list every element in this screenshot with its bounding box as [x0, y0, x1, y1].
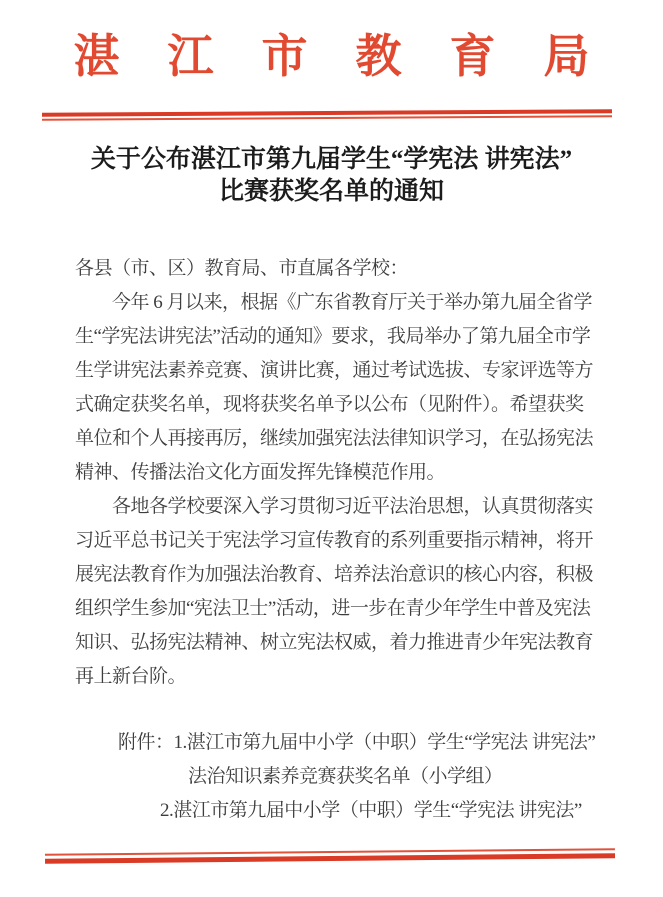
attachment-line: 2.湛江市第九届中小学（中职）学生“学宪法 讲宪法” — [160, 800, 582, 821]
attachment-line: 法治知识素养竞赛获奖名单（小学组） — [188, 766, 503, 787]
body-line: 再上新台阶。 — [75, 666, 187, 687]
body-line: 精神、传播法治文化方面发挥先锋模范作用。 — [75, 462, 446, 483]
letterhead-agency-name: 湛江市教育局 — [73, 31, 638, 82]
body-line: 今年 6 月以来，根据《广东省教育厅关于举办第九届全省学 — [112, 292, 593, 313]
body-line: 生学讲宪法素养竞赛、演讲比赛，通过考试选拔、专家评选等方 — [75, 360, 594, 381]
salutation: 各县（市、区）教育局、市直属各学校： — [75, 258, 409, 279]
body-line: 生“学宪法讲宪法”活动的通知》要求，我局举办了第九届全市学 — [75, 326, 591, 347]
footer-divider — [45, 848, 615, 863]
attachment-line: 附件：1.湛江市第九届中小学（中职）学生“学宪法 讲宪法” — [118, 732, 596, 753]
notice-title-line2: 比赛获奖名单的通知 — [218, 178, 444, 205]
letterhead-divider — [42, 109, 612, 120]
body-line: 知识、弘扬宪法精神、树立宪法权威，着力推进青少年宪法教育 — [75, 632, 594, 653]
body-line: 式确定获奖名单，现将获奖名单予以公布（见附件）。希望获奖 — [75, 394, 584, 415]
body-line: 组织学生参加“宪法卫士”活动，进一步在青少年学生中普及宪法 — [75, 598, 591, 619]
body-line: 各地各学校要深入学习贯彻习近平法治思想，认真贯彻落实 — [112, 496, 594, 517]
notice-body — [75, 252, 603, 828]
body-line: 展宪法教育作为加强法治教育、培养法治意识的核心内容，积极 — [75, 564, 594, 585]
body-line: 习近平总书记关于宪法学习宣传教育的系列重要指示精神，将开 — [75, 530, 594, 551]
attachments-block — [75, 726, 603, 828]
notice-title — [0, 144, 663, 208]
body-line: 单位和个人再接再厉，继续加强宪法法律知识学习，在弘扬宪法 — [75, 428, 594, 449]
notice-title-line1: 关于公布湛江市第九届学生“学宪法 讲宪法” — [90, 146, 573, 173]
